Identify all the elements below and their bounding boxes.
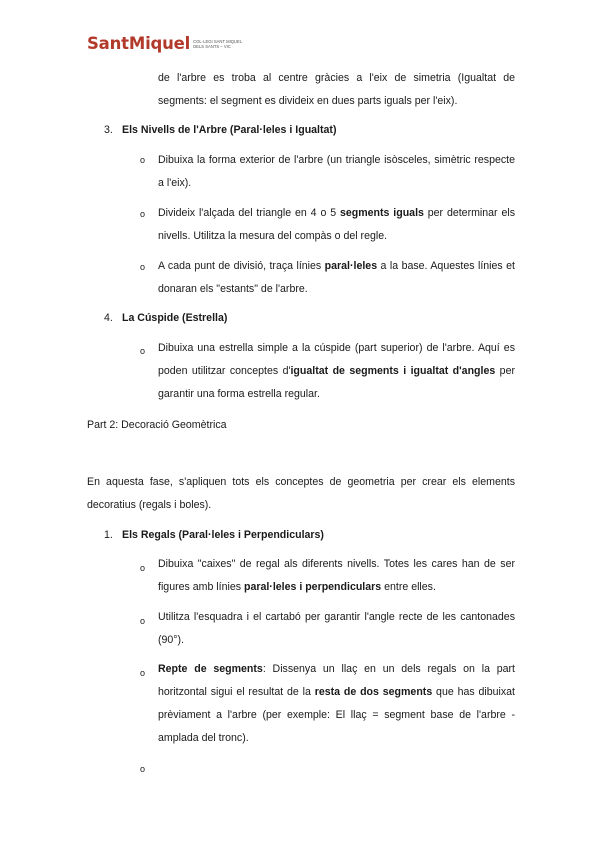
item-3-number: 3. — [104, 124, 113, 136]
item-1-bullet-2: Utilitza l'esquadra i el cartabó per garantir l'angle recte de les cantonades (90°). — [158, 611, 515, 646]
logo-wordmark: SantMiquel — [87, 34, 191, 53]
bold-run: igualtat de segments i igualtat d'angles — [290, 365, 496, 377]
text-run: a la base. Aquestes línies et donaran els "estants" de l'arbre. — [158, 260, 515, 295]
item-1-title: Els Regals (Paral·leles i Perpendiculars) — [122, 529, 324, 541]
bullet-icon: o — [140, 563, 146, 573]
item-4-number: 4. — [104, 312, 113, 324]
bold-run: resta de dos segments — [314, 686, 433, 698]
bullet-icon: o — [140, 262, 146, 272]
bullet-icon: o — [140, 209, 146, 219]
item-3-bullet-3 — [158, 255, 515, 301]
logo — [87, 34, 242, 53]
logo-subtitle — [193, 39, 242, 49]
item-4-bullet-1 — [158, 337, 515, 406]
bold-run: paral·leles — [324, 260, 378, 272]
text-run: : Dissenya un llaç en un dels regals on la part horitzontal sigui el resultat de la — [158, 663, 516, 698]
text-run: Dibuixa una estrella simple a la cúspide (part superior) de l'arbre. Aquí es poden utilitzar conceptes d' — [158, 342, 515, 377]
bold-run: segments iguals — [339, 207, 424, 219]
item-3-title: Els Nivells de l'Arbre (Paral·leles i Igualtat) — [122, 124, 337, 136]
bold-run: Repte de segments — [158, 663, 263, 675]
text-run: Divideix l'alçada del triangle en 4 o 5 — [158, 207, 340, 219]
item-1-number: 1. — [104, 529, 113, 541]
item-4-title: La Cúspide (Estrella) — [122, 312, 228, 324]
text-run: A cada punt de divisió, traça línies — [158, 260, 325, 272]
bullet-icon: o — [140, 668, 146, 678]
part-2-heading: Part 2: Decoració Geomètrica — [87, 419, 227, 431]
text-run: per determinar els nivells. Utilitza la mesura del compàs o del regle. — [158, 207, 515, 242]
item-1-bullet-1 — [158, 553, 515, 599]
item-3-bullet-2 — [158, 202, 515, 248]
text-run: per garantir una forma estrella regular. — [158, 365, 515, 400]
bold-run: paral·leles i perpendiculars — [243, 581, 382, 593]
logo-subtitle-line-1: COL·LEGI SANT MIQUEL — [193, 38, 243, 44]
item-3-bullet-1: Dibuixa la forma exterior de l'arbre (un triangle isòsceles, simètric respecte a l'eix). — [158, 154, 515, 189]
text-run: Dibuixa "caixes" de regal als diferents nivells. Totes les cares han de ser figures amb línies — [158, 558, 515, 593]
text-run: entre elles. — [381, 581, 436, 593]
bullet-icon: o — [140, 346, 146, 356]
logo-subtitle-line-2: DELS SANTS – VIC — [193, 43, 231, 49]
intro-paragraph: de l'arbre es troba al centre gràcies a l'eix de simetria (Igualtat de segments: el segment es divideix en dues parts iguals per l'eix). — [158, 72, 515, 107]
part-2-intro: En aquesta fase, s'apliquen tots els conceptes de geometria per crear els elements decoratius (regals i boles). — [87, 476, 515, 511]
bullet-icon: o — [140, 155, 146, 165]
text-run: que has dibuixat prèviament a l'arbre (per exemple: El llaç = segment base de l'arbre - amplada del tronc). — [158, 686, 516, 744]
item-1-bullet-3 — [158, 658, 515, 750]
bullet-icon: o — [140, 616, 146, 626]
bullet-icon: o — [140, 764, 146, 774]
